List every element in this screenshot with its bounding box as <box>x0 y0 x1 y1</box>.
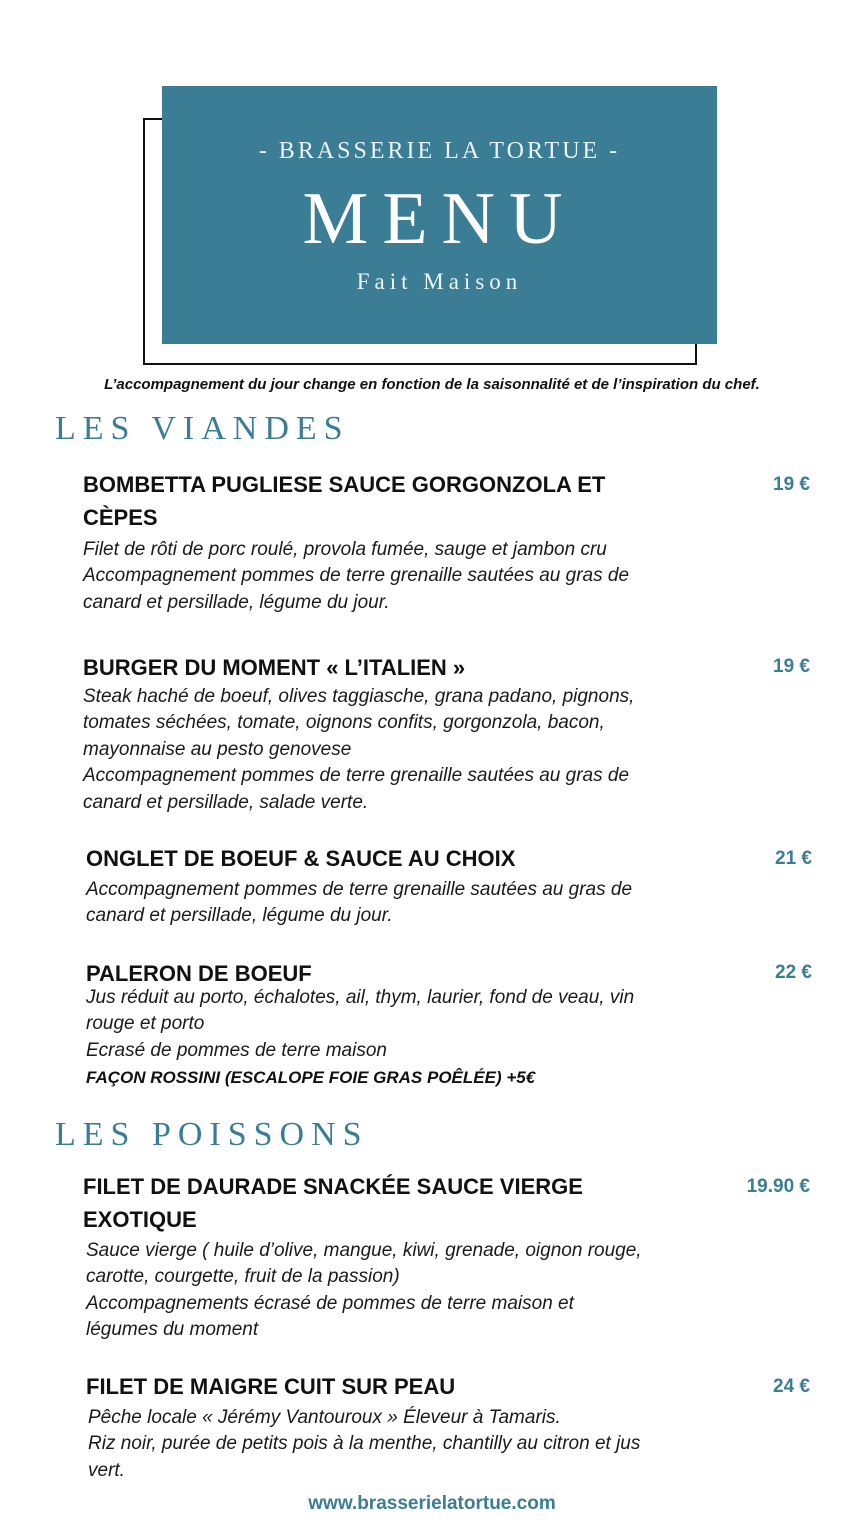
menu-item <box>83 651 723 816</box>
menu-item <box>83 468 723 616</box>
item-name: FILET DE MAIGRE CUIT SUR PEAU <box>86 1374 456 1399</box>
item-description: Jus réduit au porto, échalotes, ail, thym, laurier, fond de veau, vin rouge et porto Ecrasé de pommes de terre maison <box>86 987 635 1061</box>
item-description: Steak haché de boeuf, olives taggiasche, grana padano, pignons, tomates séchées, tomate, oignons confits, gorgonzola, bacon, mayonnaise au pesto genovese Accompagnement pommes de terre grenaille sautées au gras de canard et persillade, salade verte. <box>83 686 635 813</box>
menu-title: MENU <box>302 178 577 260</box>
item-price: 21 € <box>775 848 812 869</box>
item-description: Pêche locale « Jérémy Vantouroux » Éleveur à Tamaris. Riz noir, purée de petits pois à la menthe, chantilly au citron et jus vert. <box>88 1407 641 1481</box>
header-banner <box>162 86 717 344</box>
menu-item <box>83 1170 726 1344</box>
section-title-poissons: LES POISSONS <box>55 1116 369 1153</box>
item-name: BURGER DU MOMENT « L’ITALIEN » <box>83 655 466 680</box>
item-price: 22 € <box>775 962 812 983</box>
item-price: 24 € <box>773 1376 810 1397</box>
section-title-viandes: LES VIANDES <box>55 410 350 447</box>
menu-tagline: Fait Maison <box>356 269 523 294</box>
item-name: BOMBETTA PUGLIESE SAUCE GORGONZOLA ET CÈPES <box>83 472 606 530</box>
item-description: Filet de rôti de porc roulé, provola fumée, sauge et jambon cru Accompagnement pommes de terre grenaille sautées au gras de canard et persillade, légume du jour. <box>83 539 630 613</box>
menu-note: L’accompagnement du jour change en fonction de la saisonnalité et de l’inspiration du chef. <box>104 376 760 393</box>
item-price: 19 € <box>773 474 810 495</box>
item-description: Sauce vierge ( huile d’olive, mangue, kiwi, grenade, oignon rouge, carotte, courgette, fruit de la passion) Accompagnements écrasé de pommes de terre maison et légumes du moment <box>86 1240 642 1341</box>
item-name: ONGLET DE BOEUF & SAUCE AU CHOIX <box>86 846 516 871</box>
item-price: 19 € <box>773 656 810 677</box>
website-link[interactable]: www.brasserielatortue.com <box>308 1493 556 1514</box>
restaurant-name: - BRASSERIE LA TORTUE - <box>258 138 621 164</box>
menu-item <box>86 1370 728 1484</box>
menu-item <box>86 842 726 930</box>
item-name: PALERON DE BOEUF <box>86 961 312 986</box>
item-price: 19.90 € <box>746 1176 810 1197</box>
item-option: FAÇON ROSSINI (ESCALOPE FOIE GRAS POÊLÉE) +5€ <box>86 1068 536 1088</box>
item-name: FILET DE DAURADE SNACKÉE SAUCE VIERGE EXOTIQUE <box>83 1174 583 1232</box>
menu-item <box>86 957 726 1088</box>
item-description: Accompagnement pommes de terre grenaille sautées au gras de canard et persillade, légume du jour. <box>86 879 633 927</box>
